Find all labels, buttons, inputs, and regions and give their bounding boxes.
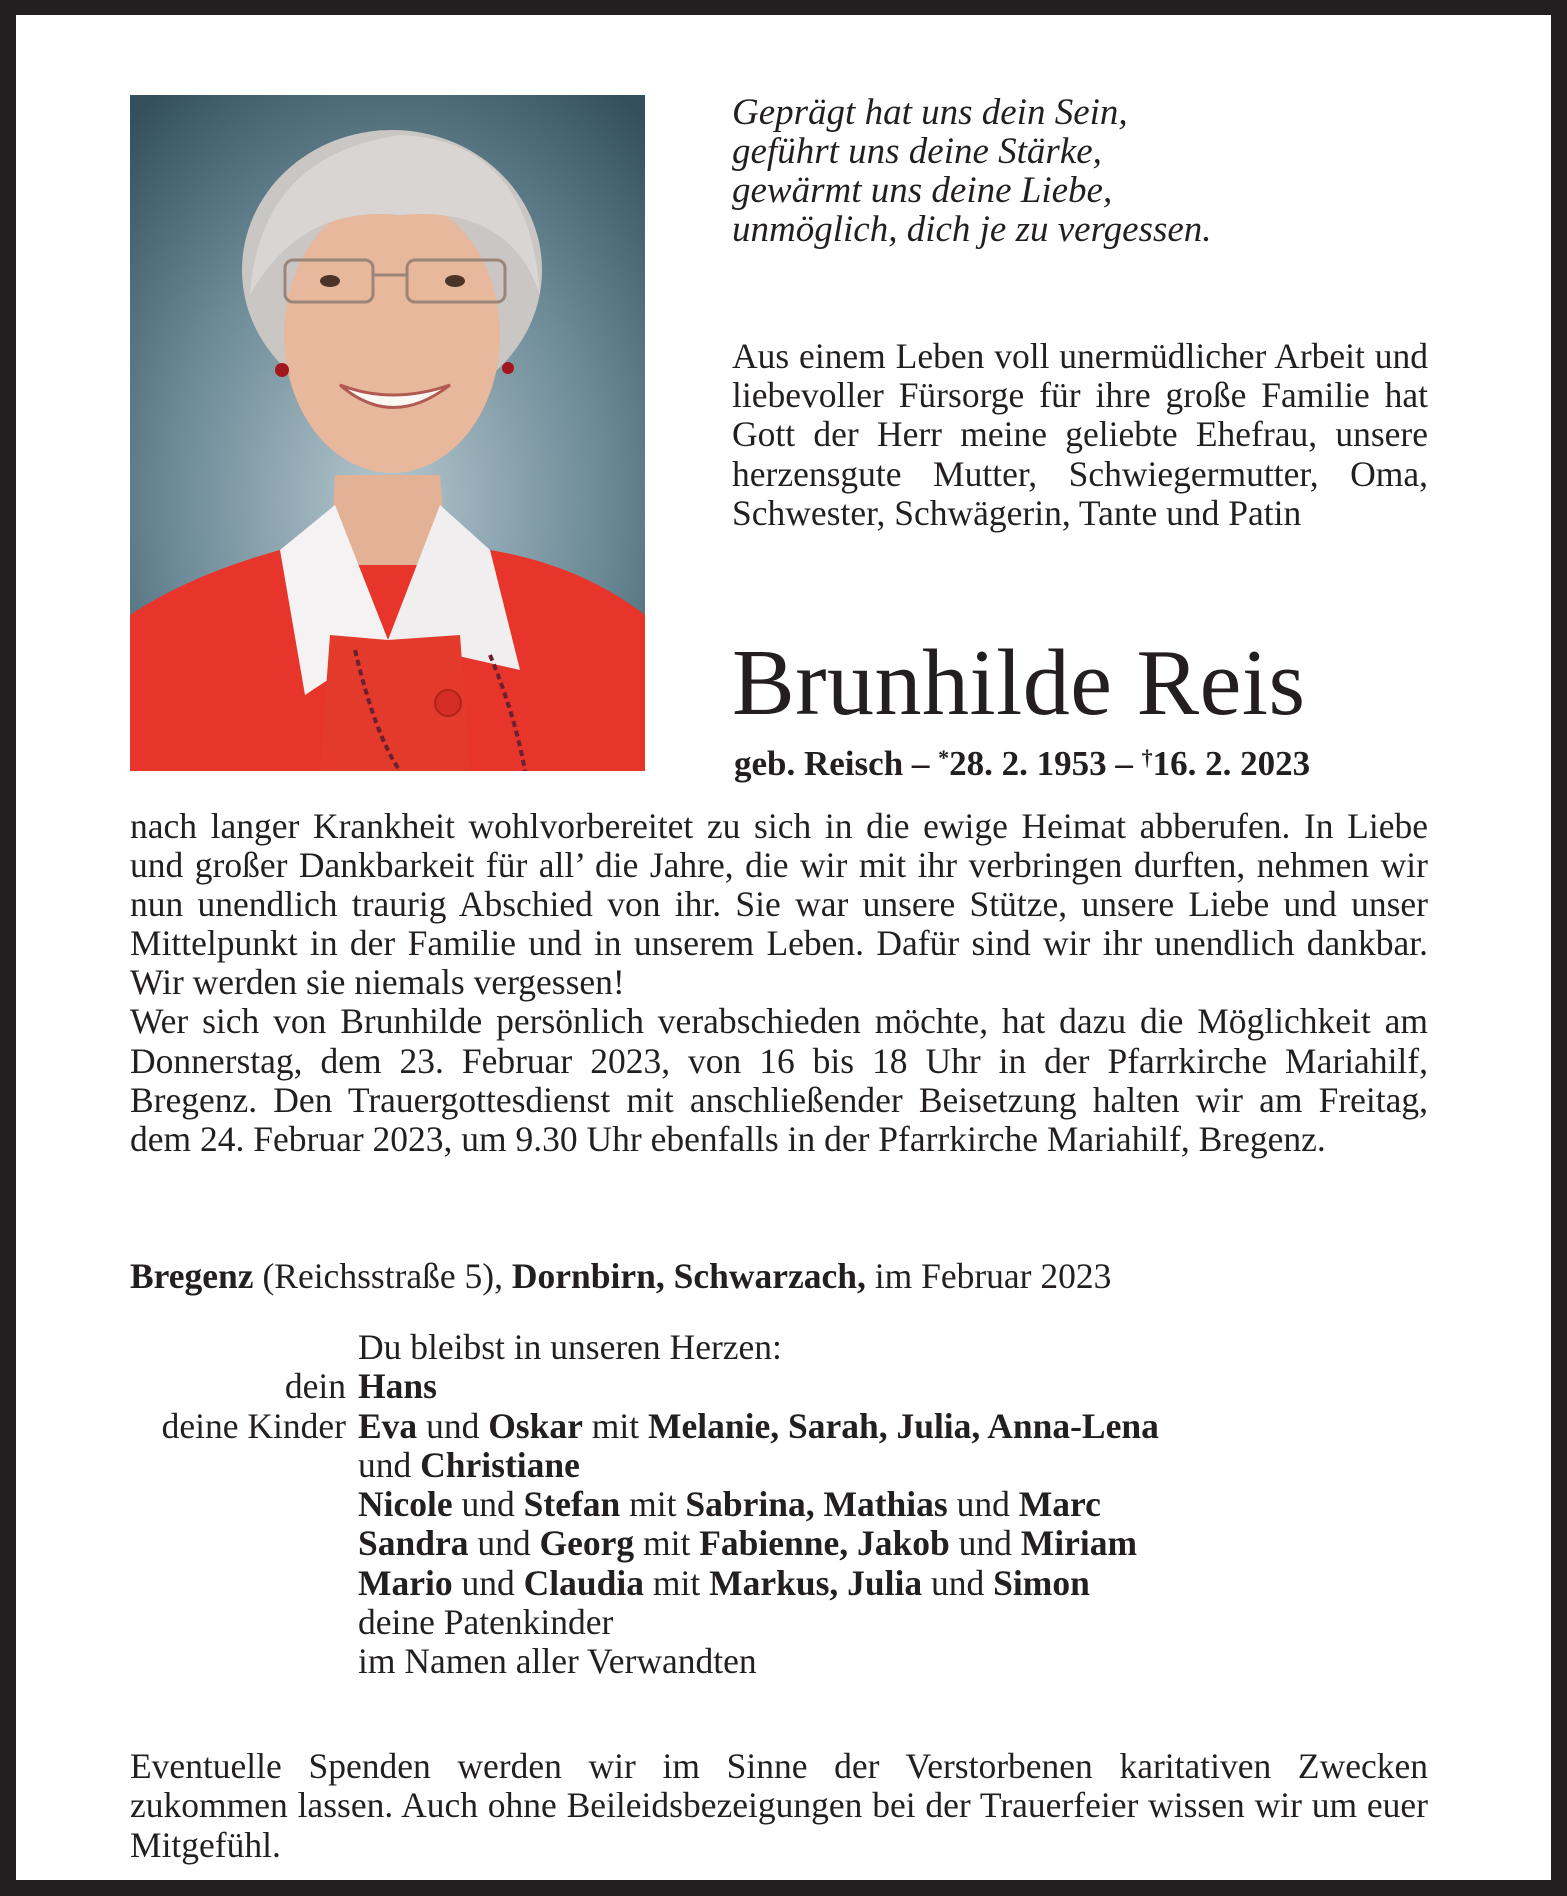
cities: Dornbirn, Schwarzach, [511, 1256, 866, 1296]
poem-line: gewärmt uns deine Liebe, [732, 170, 1113, 211]
family-member-name: Sabrina, Mathias [685, 1484, 948, 1525]
spacer [116, 1446, 358, 1485]
connector-text: und [947, 1484, 1019, 1525]
children-line [358, 1524, 1137, 1563]
family-member-name: Georg [539, 1523, 635, 1564]
relatives-row [116, 1642, 1159, 1681]
place-date-line [130, 1256, 1111, 1296]
donations-paragraph: Eventuelle Spenden werden wir im Sinne der Verstorbenen karitativen Zwecken zukommen lassen. Auch ohne Beileidsbezeigungen bei der Trauerfeier wissen wir um euer Mitgefühl. [130, 1746, 1428, 1865]
portrait-photo [130, 95, 645, 771]
connector-text: mit [582, 1405, 648, 1446]
name: Hans [358, 1366, 437, 1407]
children-row [116, 1407, 1159, 1446]
city-bregenz: Bregenz [130, 1256, 254, 1296]
funeral-info-paragraph: Wer sich von Brunhilde persönlich verabschieden möchte, hat dazu die Möglichkeit am Donnerstag, dem 23. Februar 2023, von 16 bis 18 Uhr in der Pfarrkirche Mariahilf, Bregenz. Den Trauergottesdienst mit anschließender Beisetzung halten wir am Freitag, dem 24. Februar 2023, um 9.30 Uhr ebenfalls in der Pfarrkirche Mariahilf, Bregenz. [130, 1001, 1428, 1159]
main-text [130, 807, 1428, 1159]
family-member-name: Fabienne, Jakob [699, 1523, 950, 1564]
memorial-poem [732, 93, 1212, 249]
address: (Reichsstraße 5), [253, 1256, 512, 1296]
mourners-heading-row [116, 1328, 1159, 1367]
children-row [116, 1446, 1159, 1485]
family-member-name: Claudia [523, 1562, 644, 1603]
family-member-name: Eva [358, 1405, 418, 1446]
deceased-name: Brunhilde Reis [732, 631, 1306, 735]
maiden-name: geb. Reisch [734, 744, 904, 783]
family-member-name: Miriam [1020, 1523, 1138, 1564]
separator: – [1106, 744, 1142, 783]
birth-star-icon: * [938, 745, 950, 770]
family-member-name: Sandra [358, 1523, 469, 1564]
month: im Februar 2023 [865, 1256, 1112, 1296]
death-date: 16. 2. 2023 [1152, 744, 1311, 783]
family-member-name: Oskar [488, 1405, 583, 1446]
spacer [116, 1328, 358, 1367]
connector-text: und [468, 1523, 540, 1564]
mourners-list [116, 1328, 1159, 1682]
children-line [358, 1446, 580, 1485]
spacer [116, 1564, 358, 1603]
family-member-name: Simon [993, 1562, 1090, 1603]
mourners-heading: Du bleibst in unseren Herzen: [358, 1327, 782, 1367]
connector-text: mit [644, 1562, 710, 1603]
poem-line: unmöglich, dich je zu vergessen. [732, 209, 1212, 250]
life-dates [734, 738, 1310, 784]
spacer [116, 1603, 358, 1642]
connector-text: und [452, 1484, 524, 1525]
spacer [116, 1524, 358, 1563]
spacer [116, 1642, 358, 1681]
spacer [116, 1485, 358, 1524]
separator: – [903, 744, 939, 783]
family-member-name: Marc [1018, 1484, 1101, 1525]
obituary-page [16, 15, 1551, 1880]
children-line [358, 1485, 1101, 1524]
relation-label: deine Kinder [161, 1405, 346, 1446]
children-row [116, 1485, 1159, 1524]
intro-paragraph: Aus einem Leben voll unermüdlicher Arbeit und liebevoller Fürsorge für ihre große Familie hat Gott der Herr meine geliebte Ehefrau, unsere herzensgute Mutter, Schwiegermutter, Oma, Schwester, Schwägerin, Tante und Patin [732, 336, 1428, 533]
connector-text: und [358, 1444, 421, 1485]
husband-row [116, 1367, 1159, 1406]
family-member-name: Nicole [358, 1484, 453, 1525]
godchildren-row [116, 1603, 1159, 1642]
family-member-name: Markus, Julia [709, 1562, 923, 1603]
connector-text: und [922, 1562, 994, 1603]
family-member-name: Mario [358, 1562, 453, 1603]
family-member-name: Christiane [420, 1444, 580, 1485]
family-member-name: Stefan [523, 1484, 621, 1525]
children-line [358, 1407, 1159, 1446]
relation-label: dein [284, 1366, 346, 1407]
relatives: im Namen aller Verwandten [358, 1641, 757, 1682]
godchildren: deine Patenkinder [358, 1602, 614, 1643]
husband-name [358, 1367, 437, 1406]
connector-text: und [417, 1405, 489, 1446]
connector-text: mit [620, 1484, 686, 1525]
poem-line: Geprägt hat uns dein Sein, [732, 92, 1128, 133]
family-member-name: Melanie, Sarah, Julia, Anna-Lena [647, 1405, 1159, 1446]
connector-text: mit [634, 1523, 700, 1564]
connector-text: und [949, 1523, 1021, 1564]
portrait-image [130, 95, 645, 771]
children-row [116, 1564, 1159, 1603]
poem-line: geführt uns deine Stärke, [732, 131, 1102, 172]
children-row [116, 1524, 1159, 1563]
death-cross-icon: † [1141, 745, 1153, 770]
birth-date: 28. 2. 1953 [949, 744, 1107, 783]
connector-text: und [452, 1562, 524, 1603]
farewell-paragraph: nach langer Krankheit wohlvorbereitet zu sich in die ewige Heimat abberufen. In Liebe und großer Dankbarkeit für all’ die Jahre, die wir mit ihr verbringen durften, nehmen wir nun unendlich traurig Abschied von ihr. Sie war unsere Stütze, unsere Liebe und unser Mittelpunkt in der Familie und in unserem Leben. Dafür sind wir ihr unendlich dankbar. Wir werden sie niemals vergessen! [130, 806, 1428, 1003]
children-line [358, 1564, 1090, 1603]
